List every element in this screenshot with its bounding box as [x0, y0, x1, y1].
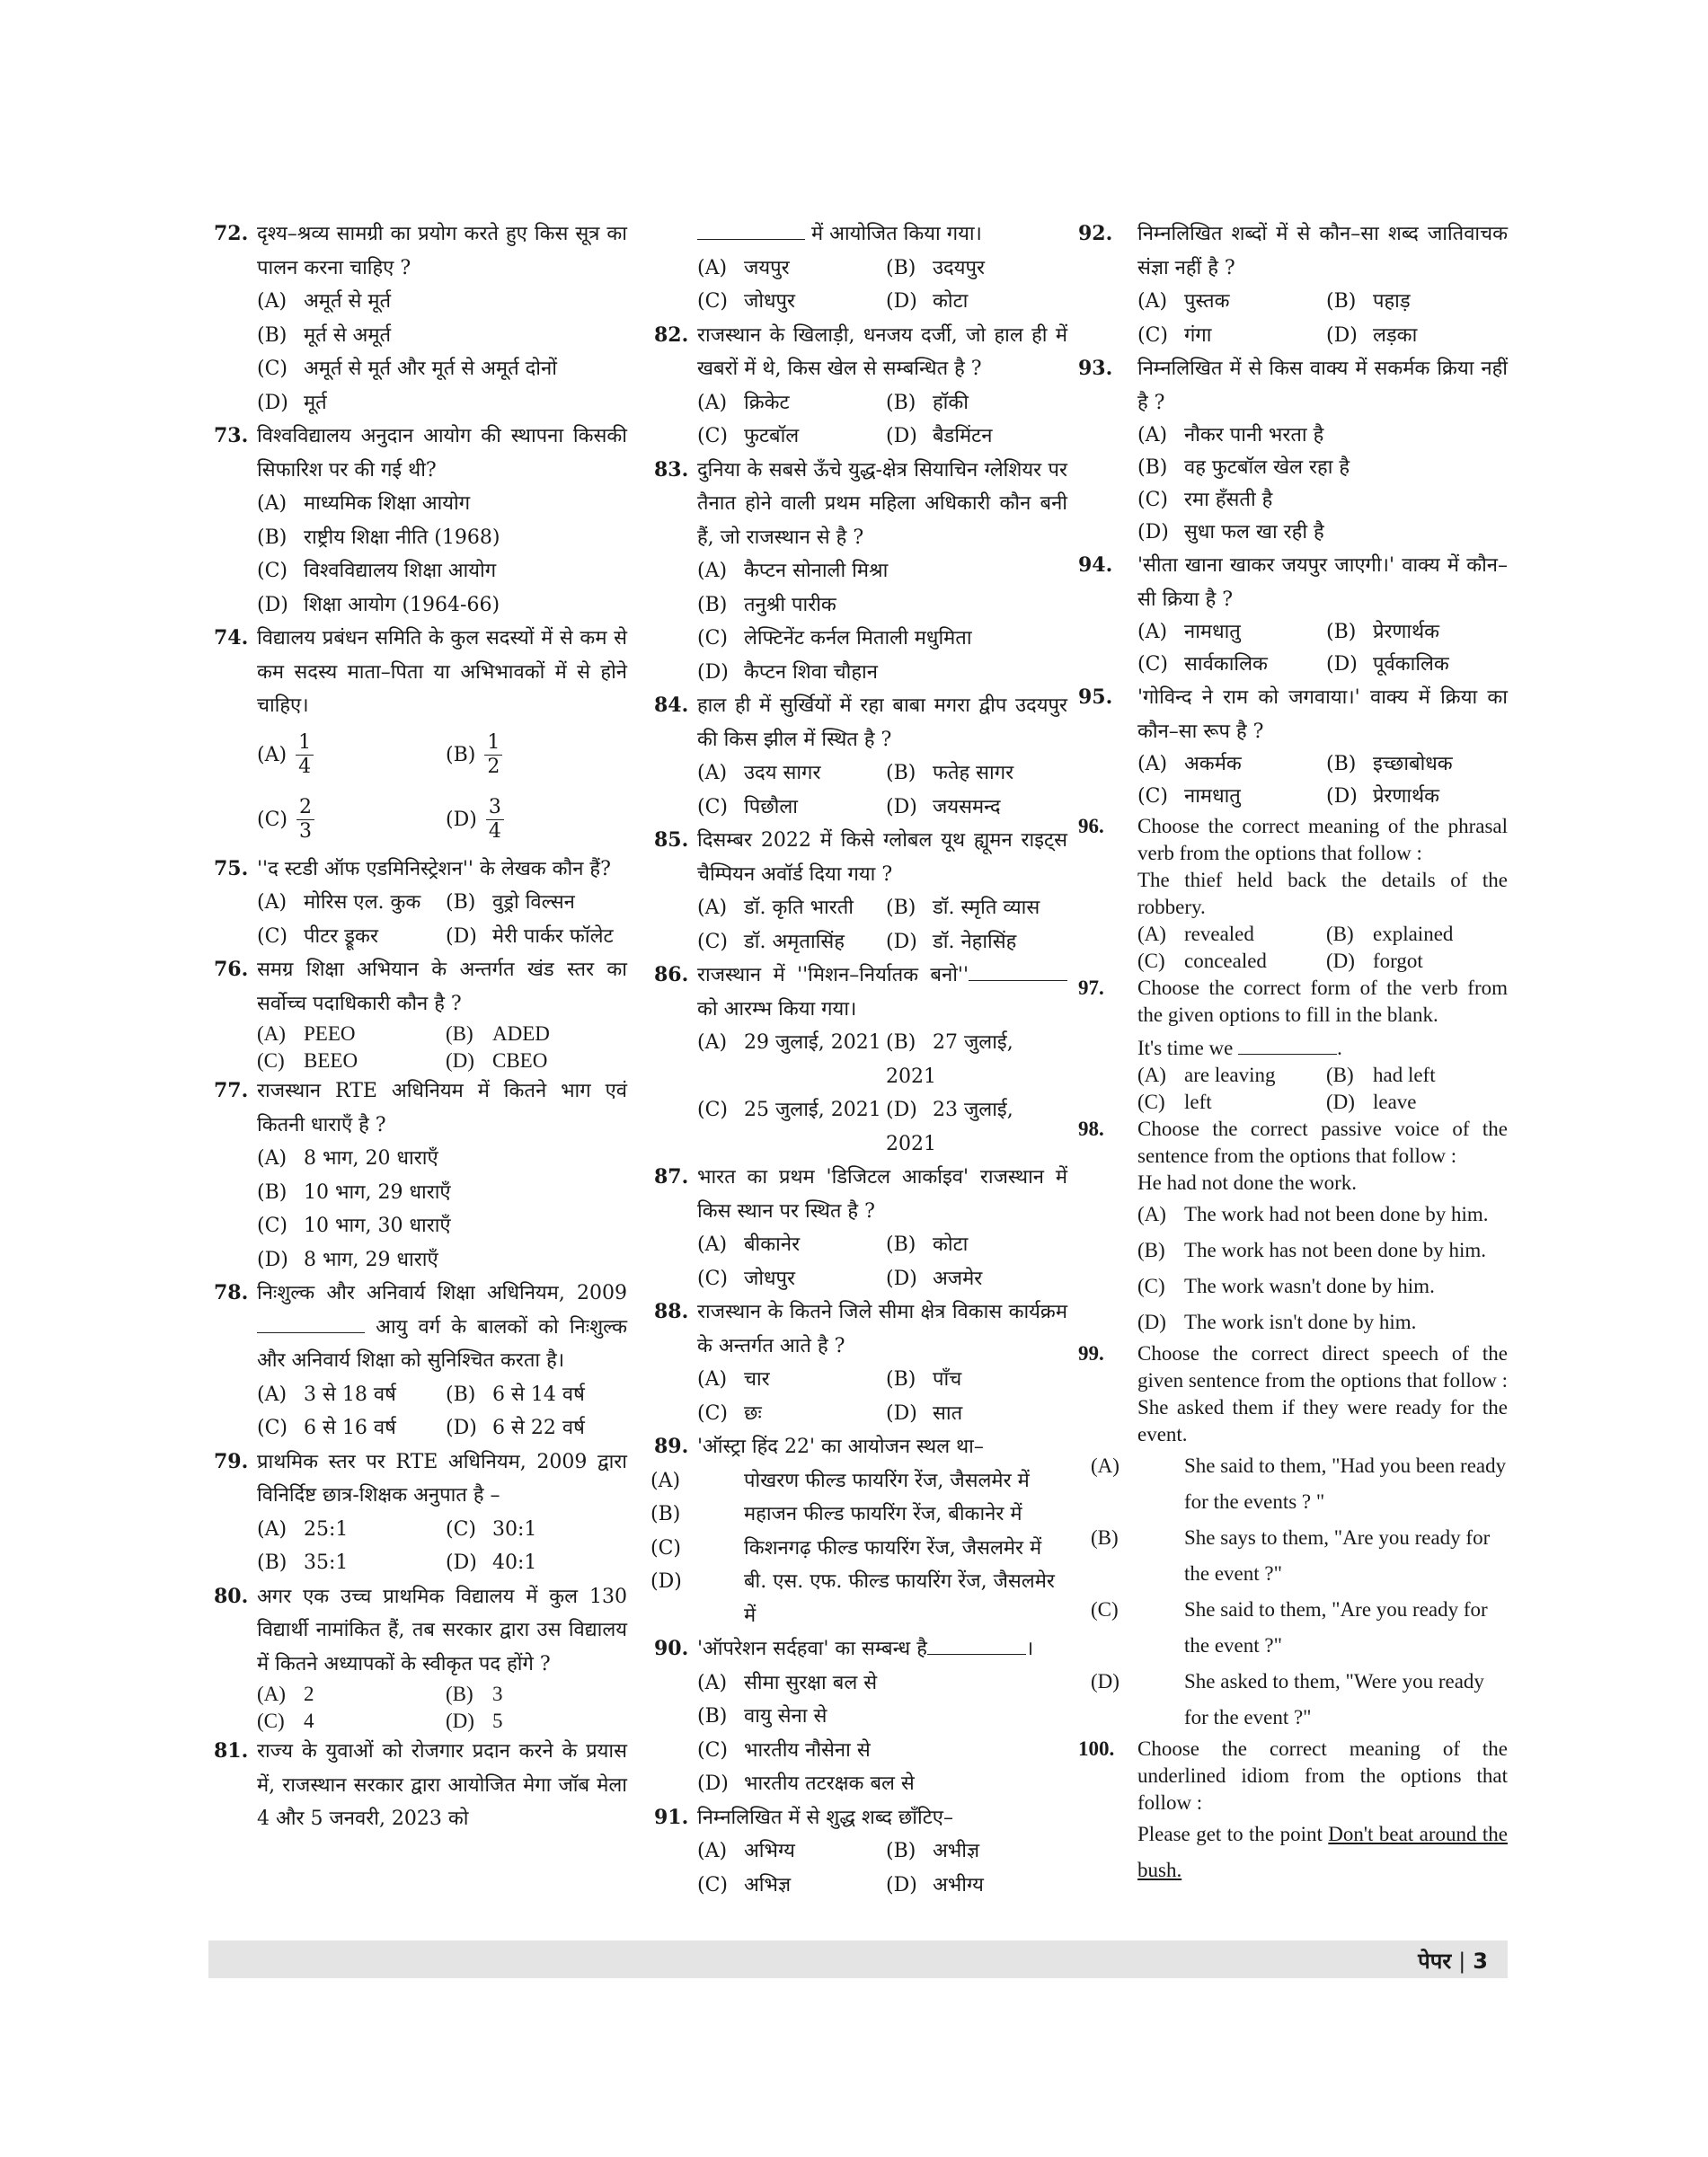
option-a: The work had not been done by him. [1184, 1203, 1489, 1225]
option-b: वह फुटबॉल खेल रहा है [1184, 456, 1350, 479]
question-text: 'ऑपरेशन सर्दहवा' का सम्बन्ध है । [697, 1632, 1067, 1666]
column-1 [214, 217, 627, 1836]
question-number: 96. [1078, 815, 1104, 837]
option-b: कोटा [933, 1233, 969, 1256]
option-d: मेरी पार्कर फॉलेट [492, 924, 614, 948]
question-text: दुनिया के सबसे ऊँचे युद्ध-क्षेत्र सियाचिन ग्लेशियर पर तैनात होने वाली प्रथम महिला अधिकारी कौन बनी हैं, जो राजस्थान से है ? [697, 458, 1067, 549]
question-number: 85. [654, 828, 689, 852]
option-a: नामधातु [1184, 621, 1241, 643]
question-86: 86. राजस्थान में ''मिशन–निर्यातक बनो'' को आरम्भ किया गया। (A) 29 जुलाई, 2021 (B) 27 जुलाई, 2021 (C) 25 जुलाई, 2021 (D) 23 जुलाई, 2021 [654, 959, 1067, 1161]
option-d: डॉ. नेहासिंह [933, 930, 1017, 953]
option-d: भारतीय तटरक्षक बल से [744, 1772, 915, 1795]
option-d: जयसमन्द [933, 795, 1001, 818]
option-b: 3 [492, 1683, 503, 1705]
option-c: अमूर्त से मूर्त और मूर्त से अमूर्त दोनों [304, 358, 557, 380]
question-number: 86. [654, 963, 689, 986]
question-text: समग्र शिक्षा अभियान के अन्तर्गत खंड स्तर का सर्वोच्च पदाधिकारी कौन है ? [257, 959, 627, 1015]
question-number: 75. [214, 856, 249, 880]
question-text: निम्नलिखित में से किस वाक्य में सकर्मक क्रिया नहीं है ? [1137, 358, 1508, 414]
option-a: मोरिस एल. कुक [304, 891, 421, 914]
section-label: पेपर [1418, 1949, 1452, 1974]
question-97: 97. Choose the correct form of the verb from the given options to fill in the blank. It's time we . (A) are leaving (B) had left (C) left (D) leave [1078, 977, 1508, 1113]
question-text: भारत का प्रथम 'डिजिटल आर्काइव' राजस्थान में किस स्थान पर स्थित है ? [697, 1166, 1067, 1223]
option-c: सार्वकालिक [1184, 653, 1268, 676]
question-number: 87. [654, 1165, 689, 1189]
option-a: चार [744, 1368, 770, 1391]
option-a: सीमा सुरक्षा बल से [744, 1671, 878, 1694]
question-text: ''द स्टडी ऑफ एडमिनिस्ट्रेशन'' के लेखक कौन हैं? [257, 857, 611, 880]
question-text: Choose the correct meaning of the phrasal verb from the options that follow : [1137, 815, 1508, 864]
question-number: 95. [1078, 685, 1113, 709]
option-c: The work wasn't done by him. [1184, 1275, 1435, 1297]
option-b: 27 जुलाई, 2021 [886, 1031, 1013, 1088]
option-c: 30:1 [492, 1517, 537, 1541]
page-number: 3 [1473, 1949, 1488, 1974]
question-99: 99. Choose the correct direct speech of the given sentence from the options that follow : She asked them if they were ready for the event. (A) She said to them, "Had you been ready for the events ? " (B) She says to them, "Are you ready for the event ?" (C) She said to them, "Are you ready for the event ?" (D) She asked to them, "Were you ready for the event ?" [1078, 1342, 1508, 1728]
option-a: 8 भाग, 20 धाराएँ [304, 1147, 438, 1170]
question-text: Choose the correct form of the verb from the given options to fill in the blank. [1137, 977, 1508, 1026]
option-c: डॉ. अमृतासिंह [744, 930, 845, 953]
option-c: पिछौला [744, 795, 798, 818]
question-sentence: The thief held back the details of the robbery. [1137, 869, 1508, 918]
option-d: बी. एस. एफ. फील्ड फायरिंग रेंज, जैसलमेर में [744, 1570, 1055, 1627]
question-number: 81. [214, 1739, 249, 1763]
option-c: 25 जुलाई, 2021 [744, 1099, 881, 1121]
option-a: जयपुर [744, 256, 790, 279]
question-text: राजस्थान RTE अधिनियम में कितने भाग एवं कितनी धाराएँ है ? [257, 1080, 627, 1136]
page-footer [208, 1940, 1508, 1978]
fill-blank [257, 1313, 365, 1333]
question-94: 94. 'सीता खाना खाकर जयपुर जाएगी।' वाक्य में कौन–सी क्रिया है ? (A) नामधातु (B) प्रेरणार्थक (C) सार्वकालिक (D) पूर्वकालिक [1094, 549, 1508, 681]
option-d: पूर्वकालिक [1373, 653, 1449, 676]
question-number: 83. [654, 457, 689, 482]
option-a: डॉ. कृति भारती [744, 897, 854, 919]
option-a: पुस्तक [1184, 290, 1230, 313]
option-d: (D) $\frac{3}{4}$ [446, 796, 627, 844]
option-b: प्रेरणार्थक [1373, 621, 1440, 643]
option-d: अभीग्य [933, 1873, 984, 1896]
option-a: क्रिकेट [744, 391, 790, 414]
option-d: 5 [492, 1710, 503, 1732]
question-sentence: He had not done the work. [1137, 1171, 1357, 1194]
option-c: गंगा [1184, 323, 1212, 347]
question-text: निम्नलिखित शब्दों में से कौन–सा शब्द जातिवाचक संज्ञा नहीं है ? [1137, 223, 1508, 279]
option-b: वुड्रो विल्सन [492, 891, 575, 914]
option-d: सुधा फल खा रही है [1184, 521, 1324, 544]
question-number: 90. [654, 1637, 689, 1660]
question-text: Choose the correct direct speech of the given sentence from the options that follow : [1137, 1342, 1508, 1392]
option-c: छः [744, 1401, 762, 1425]
option-b: राष्ट्रीय शिक्षा नीति (1968) [304, 526, 500, 549]
question-84: 84. हाल ही में सुर्खियों में रहा बाबा मगरा द्वीप उदयपुर की किस झील में स्थित है ? (A) उदय सागर (B) फतेह सागर (C) पिछौला (D) जयसमन्द [654, 689, 1067, 824]
question-81-continued: में आयोजित किया गया। (A) जयपुर (B) उदयपुर (C) जोधपुर (D) कोटा [654, 217, 1067, 319]
question-number: 98. [1078, 1118, 1104, 1140]
question-number: 88. [654, 1300, 689, 1323]
question-text: निःशुल्क और अनिवार्य शिक्षा अधिनियम, 2009 आयु वर्ग के बालकों को निःशुल्क और अनिवार्य शिक्षा को सुनिश्चित करता है। [257, 1282, 627, 1372]
question-number: 84. [654, 694, 689, 717]
question-number: 91. [654, 1805, 689, 1829]
question-77: 77. राजस्थान RTE अधिनियम में कितने भाग एवं कितनी धाराएँ है ? (A) 8 भाग, 20 धाराएँ (B) 10 भाग, 29 धाराएँ (C) 10 भाग, 30 धाराएँ (D) 8 भाग, 29 धाराएँ [214, 1074, 627, 1277]
option-a: 3 से 18 वर्ष [304, 1383, 396, 1406]
question-93: 93. निम्नलिखित में से किस वाक्य में सकर्मक क्रिया नहीं है ? (A) नौकर पानी भरता है (B) वह फुटबॉल खेल रहा है (C) रमा हँसती है (D) सुधा फल खा रही है [1094, 352, 1508, 549]
question-text: दिसम्बर 2022 में किसे ग्लोबल यूथ ह्यूमन राइट्स चैम्पियन अवॉर्ड दिया गया ? [697, 829, 1067, 886]
option-c: concealed [1184, 950, 1267, 972]
fraction: $\frac{1}{2}$ [484, 731, 502, 779]
question-75: 75. ''द स्टडी ऑफ एडमिनिस्ट्रेशन'' के लेखक कौन हैं? (A) मोरिस एल. कुक (B) वुड्रो विल्सन (C) पीटर ड्रूकर (D) मेरी पार्कर फॉलेट [214, 853, 627, 954]
question-number: 92. [1078, 222, 1113, 245]
question-text: अगर एक उच्च प्राथमिक विद्यालय में कुल 130 विद्यार्थी नामांकित हैं, तब सरकार द्वारा उस विद्यालय में कितने अध्यापकों के स्वीकृत पद होंगे ? [257, 1585, 627, 1675]
question-number: 97. [1078, 977, 1104, 999]
question-number: 94. [1078, 553, 1113, 577]
question-number: 80. [214, 1584, 249, 1608]
option-b: तनुश्री पारीक [744, 593, 836, 616]
question-number: 79. [214, 1449, 249, 1473]
question-number: 93. [1078, 357, 1113, 380]
option-c: (C) $\frac{2}{3}$ [257, 796, 446, 844]
option-d: कोटा [933, 290, 969, 313]
option-c: left [1184, 1091, 1212, 1113]
option-d: सात [933, 1401, 963, 1425]
option-d: forgot [1373, 950, 1423, 972]
option-b: (B) $\frac{1}{2}$ [446, 731, 627, 779]
option-d: प्रेरणार्थक [1373, 785, 1440, 808]
question-96: 96. Choose the correct meaning of the phrasal verb from the options that follow : The thief held back the details of the robbery. (A) revealed (B) explained (C) concealed (D) forgot [1078, 815, 1508, 972]
fill-blank [969, 960, 1067, 981]
question-text: राज्य के युवाओं को रोजगार प्रदान करने के प्रयास में, राजस्थान सरकार द्वारा आयोजित मेगा जॉब मेला 4 और 5 जनवरी, 2023 को [257, 1740, 627, 1830]
option-a: are leaving [1184, 1064, 1276, 1086]
option-b: फतेह सागर [933, 762, 1014, 784]
option-b: had left [1373, 1064, 1436, 1086]
question-95: 95. 'गोविन्द ने राम को जगवाया।' वाक्य में क्रिया का कौन–सा रूप है ? (A) अकर्मक (B) इच्छाबोधक (C) नामधातु (D) प्रेरणार्थक [1094, 681, 1508, 813]
option-c: BEEO [304, 1049, 358, 1072]
question-sentence: She asked them if they were ready for the event. [1137, 1396, 1508, 1445]
option-d: CBEO [492, 1049, 548, 1072]
option-b: explained [1373, 923, 1454, 945]
option-a: She said to them, "Had you been ready for the events ? " [1184, 1454, 1507, 1513]
question-sentence: It's time we . [1137, 1034, 1508, 1062]
question-number: 100. [1078, 1737, 1115, 1760]
option-d: अजमेर [933, 1267, 983, 1290]
option-b: हॉकी [933, 391, 969, 414]
option-a: अभिग्य [744, 1840, 795, 1862]
option-a: बीकानेर [744, 1233, 801, 1256]
option-a: 2 [304, 1683, 314, 1705]
option-d: 40:1 [492, 1551, 537, 1574]
option-b: 10 भाग, 29 धाराएँ [304, 1180, 451, 1204]
question-number: 74. [214, 626, 249, 650]
option-a: नौकर पानी भरता है [1184, 424, 1324, 446]
option-d: She asked to them, "Were you ready for the event ?" [1184, 1670, 1484, 1728]
option-c: विश्वविद्यालय शिक्षा आयोग [304, 560, 497, 582]
option-c: 4 [304, 1710, 314, 1732]
option-a: 29 जुलाई, 2021 [744, 1031, 881, 1054]
column-3 [1078, 217, 1509, 1888]
question-76: 76. समग्र शिक्षा अभियान के अन्तर्गत खंड स्तर का सर्वोच्च पदाधिकारी कौन है ? (A) PEEO (B) ADED (C) BEEO (D) CBEO [214, 953, 627, 1074]
option-c: जोधपुर [744, 1267, 796, 1290]
question-text: हाल ही में सुर्खियों में रहा बाबा मगरा द्वीप उदयपुर की किस झील में स्थित है ? [697, 694, 1067, 751]
question-text: राजस्थान के कितने जिले सीमा क्षेत्र विकास कार्यक्रम के अन्तर्गत आते है ? [697, 1301, 1067, 1357]
question-number: 82. [654, 323, 689, 347]
question-80: 80. अगर एक उच्च प्राथमिक विद्यालय में कुल 130 विद्यार्थी नामांकित हैं, तब सरकार द्वारा उस विद्यालय में कितने अध्यापकों के स्वीकृत पद होंगे ? (A) 2 (B) 3 (C) 4 (D) 5 [214, 1580, 627, 1736]
option-c: जोधपुर [744, 290, 796, 313]
question-92: 92. निम्नलिखित शब्दों में से कौन–सा शब्द जातिवाचक संज्ञा नहीं है ? (A) पुस्तक (B) पहाड़ (C) गंगा (D) लड़का [1094, 217, 1508, 352]
option-a: (A) $\frac{1}{4}$ [257, 731, 446, 779]
question-72: 72. दृश्य–श्रव्य सामग्री का प्रयोग करते हुए किस सूत्र का पालन करना चाहिए ? (A) अमूर्त से मूर्त (B) मूर्त से अमूर्त (C) अमूर्त से मूर्त और मूर्त से अमूर्त दोनों (D) मूर्त [214, 217, 627, 420]
option-d: लड़का [1373, 323, 1418, 347]
option-a: कैप्टन सोनाली मिश्रा [744, 560, 889, 582]
question-number: 78. [214, 1281, 249, 1304]
option-b: पहाड़ [1373, 290, 1411, 313]
option-c: नामधातु [1184, 785, 1241, 808]
option-c: फुटबॉल [744, 425, 800, 447]
fraction: $\frac{2}{3}$ [296, 796, 314, 844]
question-number: 76. [214, 958, 249, 981]
option-c: भारतीय नौसेना से [744, 1738, 871, 1762]
question-text: 'ऑस्ट्रा हिंद 22' का आयोजन स्थल था– [697, 1436, 984, 1458]
option-a: माध्यमिक शिक्षा आयोग [304, 492, 471, 515]
question-89: 89. 'ऑस्ट्रा हिंद 22' का आयोजन स्थल था– (A) पोखरण फील्ड फायरिंग रेंज, जैसलमेर में (B) महाजन फील्ड फायरिंग रेंज, बीकानेर में (C) किशनगढ़ फील्ड फायरिंग रेंज, जैसलमेर में (D) बी. एस. एफ. फील्ड फायरिंग रेंज, जैसलमेर में [654, 1430, 1067, 1632]
question-text: दृश्य–श्रव्य सामग्री का प्रयोग करते हुए किस सूत्र का पालन करना चाहिए ? [257, 223, 627, 279]
question-number: 72. [214, 222, 249, 245]
option-d: मूर्त [304, 391, 327, 414]
fill-blank [697, 219, 805, 240]
option-b: इच्छाबोधक [1373, 753, 1453, 775]
question-88: 88. राजस्थान के कितने जिले सीमा क्षेत्र विकास कार्यक्रम के अन्तर्गत आते है ? (A) चार (B) पाँच (C) छः (D) सात [654, 1295, 1067, 1430]
question-number: 73. [214, 424, 249, 447]
option-b: 35:1 [304, 1551, 349, 1574]
question-78: 78. निःशुल्क और अनिवार्य शिक्षा अधिनियम, 2009 आयु वर्ग के बालकों को निःशुल्क और अनिवार्य शिक्षा को सुनिश्चित करता है। (A) 3 से 18 वर्ष (B) 6 से 14 वर्ष (C) 6 से 16 वर्ष (D) 6 से 22 वर्ष [214, 1277, 627, 1445]
option-b: 6 से 14 वर्ष [492, 1383, 585, 1406]
question-87: 87. भारत का प्रथम 'डिजिटल आर्काइव' राजस्थान में किस स्थान पर स्थित है ? (A) बीकानेर (B) कोटा (C) जोधपुर (D) अजमेर [654, 1161, 1067, 1295]
question-text: Choose the correct meaning of the underlined idiom from the options that follow : [1137, 1737, 1508, 1814]
option-d: leave [1373, 1091, 1417, 1113]
option-c: She said to them, "Are you ready for the event ?" [1184, 1598, 1488, 1657]
option-a: 25:1 [304, 1517, 349, 1541]
option-b: ADED [492, 1022, 550, 1045]
fill-blank [1238, 1034, 1337, 1055]
question-83: 83. दुनिया के सबसे ऊँचे युद्ध-क्षेत्र सियाचिन ग्लेशियर पर तैनात होने वाली प्रथम महिला अधिकारी कौन बनी हैं, जो राजस्थान से है ? (A) कैप्टन सोनाली मिश्रा (B) तनुश्री पारीक (C) लेफ्टिनेंट कर्नल मिताली मधुमिता (D) कैप्टन शिवा चौहान [654, 454, 1067, 690]
option-b: पाँच [933, 1368, 962, 1391]
question-text: विद्यालय प्रबंधन समिति के कुल सदस्यों में से कम से कम सदस्य माता–पिता या अभिभावकों में से होने चाहिए। [257, 627, 627, 717]
option-c: किशनगढ़ फील्ड फायरिंग रेंज, जैसलमेर में [744, 1536, 1042, 1560]
question-text: राजस्थान में ''मिशन–निर्यातक बनो'' को आरम्भ किया गया। [697, 959, 1067, 1026]
question-number: 89. [654, 1435, 689, 1458]
fill-blank [927, 1634, 1026, 1655]
underlined-idiom: Don't beat around the bush. [1137, 1823, 1509, 1881]
option-d: शिक्षा आयोग (1964-66) [304, 593, 500, 616]
option-b: उदयपुर [933, 256, 985, 279]
question-73: 73. विश्वविद्यालय अनुदान आयोग की स्थापना किसकी सिफारिश पर की गई थी? (A) माध्यमिक शिक्षा आयोग (B) राष्ट्रीय शिक्षा नीति (1968) (C) विश्वविद्यालय शिक्षा आयोग (D) शिक्षा आयोग (1964-66) [214, 420, 627, 622]
question-98: 98. Choose the correct passive voice of the sentence from the options that follow : He had not done the work. (A) The work had not been done by him. (B) The work has not been done by him. (C) The work wasn't done by him. (D) The work isn't done by him. [1078, 1118, 1508, 1333]
question-number: 77. [214, 1079, 249, 1102]
option-a: अकर्मक [1184, 753, 1242, 775]
option-c: लेफ्टिनेंट कर्नल मिताली मधुमिता [744, 627, 972, 650]
option-b: The work has not been done by him. [1184, 1239, 1486, 1261]
question-74 [214, 622, 627, 853]
option-c: अभिज्ञ [744, 1873, 792, 1896]
option-d: 6 से 22 वर्ष [492, 1417, 585, 1439]
question-90: 90. 'ऑपरेशन सर्दहवा' का सम्बन्ध है । (A) सीमा सुरक्षा बल से (B) वायु सेना से (C) भारतीय नौसेना से (D) भारतीय तटरक्षक बल से [654, 1632, 1067, 1801]
question-text: 'सीता खाना खाकर जयपुर जाएगी।' वाक्य में कौन–सी क्रिया है ? [1137, 554, 1508, 611]
page-label: पेपर | 3 [1418, 1949, 1488, 1974]
question-81 [214, 1735, 627, 1836]
question-text: विश्वविद्यालय अनुदान आयोग की स्थापना किसकी सिफारिश पर की गई थी? [257, 425, 627, 482]
question-85: 85. दिसम्बर 2022 में किसे ग्लोबल यूथ ह्यूमन राइट्स चैम्पियन अवॉर्ड दिया गया ? (A) डॉ. कृति भारती (B) डॉ. स्मृति व्यास (C) डॉ. अमृतासिंह (D) डॉ. नेहासिंह [654, 824, 1067, 959]
question-text: राजस्थान के खिलाड़ी, धनजय दर्जी, जो हाल ही में खबरों में थे, किस खेल से सम्बन्धित है ? [697, 323, 1067, 380]
question-91: 91. निम्नलिखित में से शुद्ध शब्द छाँटिए– (A) अभिग्य (B) अभीज्ञ (C) अभिज्ञ (D) अभीग्य [654, 1801, 1067, 1903]
fraction: $\frac{1}{4}$ [296, 731, 314, 779]
question-79: 79. प्राथमिक स्तर पर RTE अधिनियम, 2009 द्वारा विनिर्दिष्ट छात्र-शिक्षक अनुपात है – (A) 25:1 (C) 30:1 (B) 35:1 (D) 40:1 [214, 1445, 627, 1580]
option-a: पोखरण फील्ड फायरिंग रेंज, जैसलमेर में [744, 1469, 1030, 1492]
option-c: पीटर ड्रूकर [304, 924, 378, 948]
option-c: 6 से 16 वर्ष [304, 1417, 396, 1439]
option-c: 10 भाग, 30 धाराएँ [304, 1215, 451, 1237]
question-text: निम्नलिखित में से शुद्ध शब्द छाँटिए– [697, 1806, 953, 1829]
question-text: 'गोविन्द ने राम को जगवाया।' वाक्य में क्रिया का कौन–सा रूप है ? [1137, 686, 1508, 743]
option-b: डॉ. स्मृति व्यास [933, 897, 1040, 919]
question-text: प्राथमिक स्तर पर RTE अधिनियम, 2009 द्वारा विनिर्दिष्ट छात्र-शिक्षक अनुपात है – [257, 1450, 627, 1507]
column-2 [650, 217, 1067, 1902]
question-82: 82. राजस्थान के खिलाड़ी, धनजय दर्जी, जो हाल ही में खबरों में थे, किस खेल से सम्बन्धित है ? (A) क्रिकेट (B) हॉकी (C) फुटबॉल (D) बैडमिंटन [654, 319, 1067, 454]
question-number: 99. [1078, 1342, 1104, 1365]
option-b: वायु सेना से [744, 1705, 827, 1728]
option-a: उदय सागर [744, 762, 821, 784]
option-a: revealed [1184, 923, 1254, 945]
fraction: $\frac{3}{4}$ [486, 796, 504, 844]
question-100 [1078, 1736, 1509, 1888]
option-d: 23 जुलाई, 2021 [886, 1099, 1013, 1155]
option-d: बैडमिंटन [933, 425, 993, 447]
option-d: 8 भाग, 29 धाराएँ [304, 1248, 438, 1271]
option-b: अभीज्ञ [933, 1840, 980, 1862]
question-text: Choose the correct passive voice of the sentence from the options that follow : [1137, 1118, 1508, 1167]
option-d: The work isn't done by him. [1184, 1311, 1417, 1333]
option-d: कैप्टन शिवा चौहान [744, 660, 878, 684]
option-b: मूर्त से अमूर्त [304, 323, 392, 347]
option-b: महाजन फील्ड फायरिंग रेंज, बीकानेर में [744, 1503, 1022, 1525]
option-c: रमा हँसती है [1184, 489, 1273, 511]
option-a: PEEO [304, 1022, 356, 1045]
option-a: अमूर्त से मूर्त [304, 290, 392, 313]
question-sentence: Please get to the point Don't beat around the bush. [1137, 1823, 1509, 1881]
option-b: She says to them, "Are you ready for the event ?" [1184, 1526, 1491, 1585]
